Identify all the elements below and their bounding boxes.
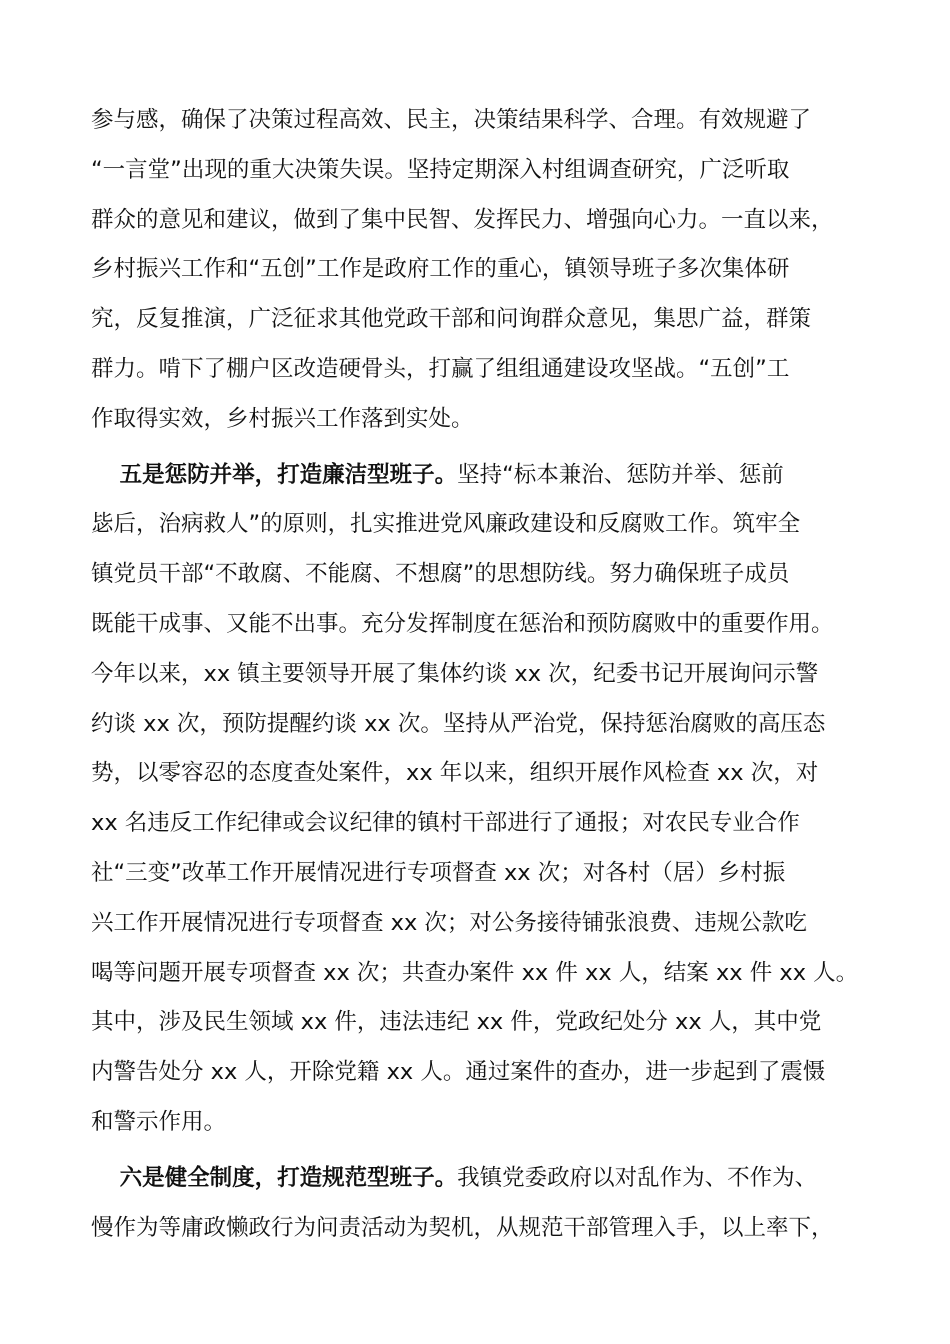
paragraph-first-line — [91, 1154, 870, 1204]
paragraph-first-line — [91, 451, 870, 501]
text-line: 参与感，确保了决策过程高效、民主，决策结果科学、合理。有效规避了 — [91, 107, 812, 133]
text-line: 其中，涉及民生领域 xx 件，违法违纪 xx 件，党政纪处分 xx 人，其中党 — [91, 1009, 822, 1036]
text-line: 毖后，治病救人”的原则，扎实推进党风廉政建设和反腐败工作。筑牢全 — [91, 511, 801, 538]
text-line: 群众的意见和建议，做到了集中民智、发挥民力、增强向心力。一直以来， — [91, 206, 834, 233]
paragraph-standardization — [91, 1154, 870, 1254]
text-line: 群力。啃下了棚户区改造硬骨头，打赢了组组通建设攻坚战。“五创”工 — [91, 355, 790, 382]
indent — [91, 1165, 120, 1191]
text-line: 作取得实效，乡村振兴工作落到实处。 — [91, 405, 474, 432]
text-line: xx 名违反工作纪律或会议纪律的镇村干部进行了通报；对农民专业合作 — [91, 810, 800, 837]
indent — [91, 462, 120, 488]
text-line: “一言堂”出现的重大决策失误。坚持定期深入村组调查研究，广泛听取 — [91, 156, 790, 183]
text-line: 今年以来，xx 镇主要领导开展了集体约谈 xx 次，纪委书记开展询问示警 — [91, 660, 819, 687]
text-line: 兴工作开展情况进行专项督查 xx 次；对公务接待铺张浪费、违规公款吃 — [91, 909, 807, 936]
text-line: 社“三变”改革工作开展情况进行专项督查 xx 次；对各村（居）乡村振 — [91, 859, 786, 886]
text-line: 既能干成事、又能不出事。充分发挥制度在惩治和预防腐败中的重要作用。 — [91, 610, 834, 637]
text-line: 慢作为等庸政懒政行为问责活动为契机，从规范干部管理入手，以上率下， — [91, 1214, 834, 1241]
text-line: 究，反复推演，广泛征求其他党政干部和问询群众意见，集思广益，群策 — [91, 306, 812, 333]
text-line: 喝等问题开展专项督查 xx 次；共查办案件 xx 件 xx 人，结案 xx 件 xx 人。 — [91, 959, 859, 986]
text-line: 内警告处分 xx 人，开除党籍 xx 人。通过案件的查办，进一步起到了震慑 — [91, 1059, 826, 1086]
text-line-rest: 坚持“标本兼治、惩防并举、惩前 — [457, 461, 784, 488]
section-heading: 五是惩防并举，打造廉洁型班子。 — [119, 461, 458, 488]
section-heading: 六是健全制度，打造规范型班子。 — [119, 1164, 458, 1191]
text-line: 约谈 xx 次，预防提醒约谈 xx 次。坚持从严治党，保持惩治腐败的高压态 — [91, 710, 826, 737]
text-line: 镇党员干部“不敢腐、不能腐、不想腐”的思想防线。努力确保班子成员 — [91, 561, 790, 588]
paragraph-decision-making — [91, 96, 870, 445]
text-line: 势，以零容忍的态度查处案件，xx 年以来，组织开展作风检查 xx 次，对 — [91, 760, 819, 787]
text-line-rest: 我镇党委政府以对乱作为、不作为、 — [457, 1164, 818, 1191]
paragraph-integrity — [91, 451, 870, 1148]
text-line: 和警示作用。 — [91, 1108, 227, 1135]
text-line: 乡村振兴工作和“五创”工作是政府工作的重心，镇领导班子多次集体研 — [91, 256, 790, 283]
